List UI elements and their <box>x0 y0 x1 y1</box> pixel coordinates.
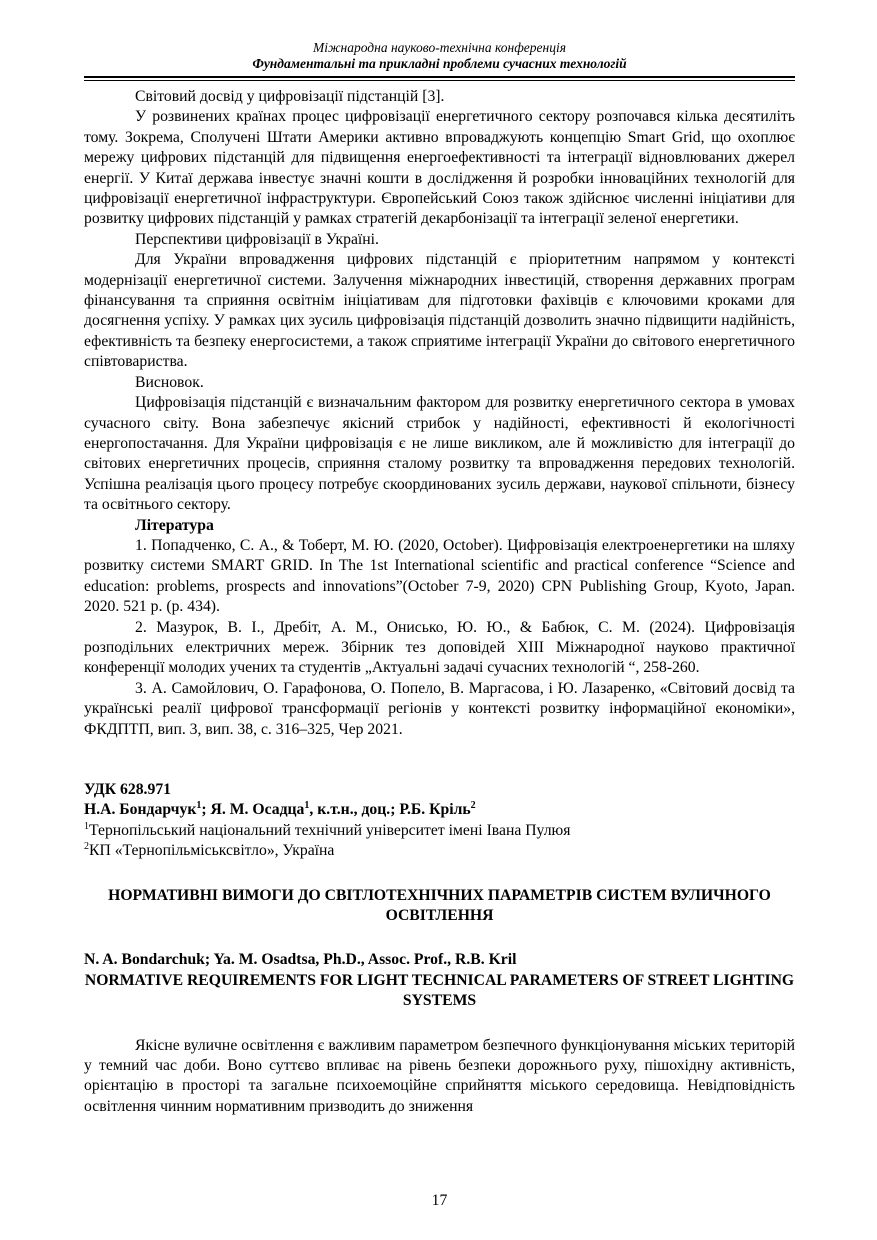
affiliation-sup: 2 <box>84 840 89 852</box>
paragraph: Перспективи цифровізації в Україні. <box>135 230 379 248</box>
article-title-en: NORMATIVE REQUIREMENTS FOR LIGHT TECHNICAL PARAMETERS OF STREET LIGHTING SYSTEMS <box>84 971 795 1010</box>
running-header <box>84 40 795 72</box>
paragraph: Висновок. <box>135 373 204 391</box>
affiliation <box>84 841 795 861</box>
udk-code: УДК 628.971 <box>84 781 172 798</box>
english-block <box>84 950 795 1011</box>
authors-en: N. A. Bondarchuk; Ya. M. Osadtsa, Ph.D., Assoc. Prof., R.B. Kril <box>84 951 517 969</box>
paragraph: Цифровізація підстанцій є визначальним фактором для розвитку енергетичного сектора в умовах сучасного світу. Вона забезпечує якісний стрибок у надійності, ефективності й екологічності енергопостачання. Для України цифровізація є не лише викликом, але й можливістю для інтеграції до світових енергетичних процесів, сприяння сталому розвитку та впровадження передових технологій. Успішна реалізація цього процесу потребує скоординованих зусиль держави, наукової спільноти, бізнесу та освітнього сектору. <box>84 394 795 514</box>
author-sup: 1 <box>196 800 202 812</box>
paragraph: Світовий досвід у цифровізації підстанцій [3]. <box>135 88 445 105</box>
references-heading: Література <box>135 516 214 534</box>
affiliation-text: КП «Тернопільміськсвітло», Україна <box>89 842 335 860</box>
section-gap <box>84 740 795 780</box>
page-number: 17 <box>431 1192 448 1209</box>
paragraph: Якісне вуличне освітлення є важливим параметром безпечного функціонування міських територій у темний час доби. Воно суттєво впливає на рівень безпеки дорожнього руху, пішохідну активність, орієнтацію в просторі та загальне психоемоційне сприйняття міського середовища. Невідповідність освітлення чинним нормативним призводить до зниження <box>84 1036 795 1115</box>
authors-line <box>84 800 795 820</box>
article-title-ua: НОРМАТИВНІ ВИМОГИ ДО СВІТЛОТЕХНІЧНИХ ПАРАМЕТРІВ СИСТЕМ ВУЛИЧНОГО ОСВІТЛЕННЯ <box>108 886 771 925</box>
header-rule-thick <box>84 76 795 78</box>
author-sup: 2 <box>470 800 476 812</box>
conference-title: Фундаментальні та прикладні проблеми сучасних технологій <box>252 56 627 71</box>
author-sup: 1 <box>304 800 310 812</box>
author-name: , к.т.н., доц.; Р.Б. Кріль <box>309 801 471 819</box>
article-meta <box>84 780 795 862</box>
paragraph: У розвинених країнах процес цифровізації енергетичного сектору розпочався кілька десятиліть тому. Зокрема, Сполучені Штати Америки активно впроваджують концепцію Smart Grid, що охоплює мережу цифрових підстанцій для підвищення енергоефективності та інтеграції відновлюваних джерел енергії. У Китаї держава інвестує значні кошти в дослідження й розробки інноваційних технологій для цифровізації енергетичної інфраструктури. Європейський Союз також здійснює численні ініціативи для розвитку цифрових підстанцій у рамках стратегій декарбонізації та інтеграції зеленої енергетики. <box>84 108 795 228</box>
paragraph: Для України впровадження цифрових підстанцій є пріоритетним напрямом у контексті модернізації енергетичної системи. Залучення міжнародних інвестицій, створення державних програм фінансування та сприяння освітнім ініціативам для підготовки фахівців є ключовими кроками для досягнення успіху. У рамках цих зусиль цифровізація підстанцій дозволить значно підвищити надійність, ефективність та безпеку енергосистеми, а також сприятиме інтеграції України до світового енергетичного співтовариства. <box>84 251 795 371</box>
conference-name: Міжнародна науково-технічна конференція <box>312 40 567 55</box>
reference-item: 3. А. Самойлович, О. Гарафонова, О. Попело, В. Маргасова, і Ю. Лазаренко, «Світовий досвід та українські реалії цифрової трансформації регіонів у контексті розвитку інформаційної економіки», ФКДПТП, вип. 3, вип. 38, с. 316–325, Чер 2021. <box>84 679 795 738</box>
affiliation <box>84 821 795 841</box>
reference-item: 2. Мазурок, В. І., Дребіт, А. М., Онисько, Ю. Ю., & Бабюк, С. М. (2024). Цифровізація розподільних електричних мереж. Збірник тез доповідей XIII Міжнародної науково практичної конференції молодих учених та студентів „Актуальні задачі сучасних технологій “, 258-260. <box>84 618 795 677</box>
page <box>84 40 795 1220</box>
author-name: ; Я. М. Осадца <box>201 801 305 819</box>
article2-body <box>84 1036 795 1118</box>
reference-item: 1. Попадченко, С. А., & Тоберт, М. Ю. (2020, October). Цифровізація електроенергетики на шляху розвитку системи SMART GRID. In The 1st International scientific and practical conference “Science and education: problems, prospects and innovations”(October 7-9, 2020) CPN Publishing Group, Kyoto, Japan. 2020. 521 p. (p. 434). <box>84 536 795 616</box>
affiliation-sup: 1 <box>84 820 89 832</box>
header-rule-thin <box>84 80 795 81</box>
affiliation-text: Тернопільський національний технічний університет імені Івана Пулюя <box>89 821 571 839</box>
author-name: Н.А. Бондарчук <box>84 801 197 819</box>
article-body <box>84 87 795 1117</box>
